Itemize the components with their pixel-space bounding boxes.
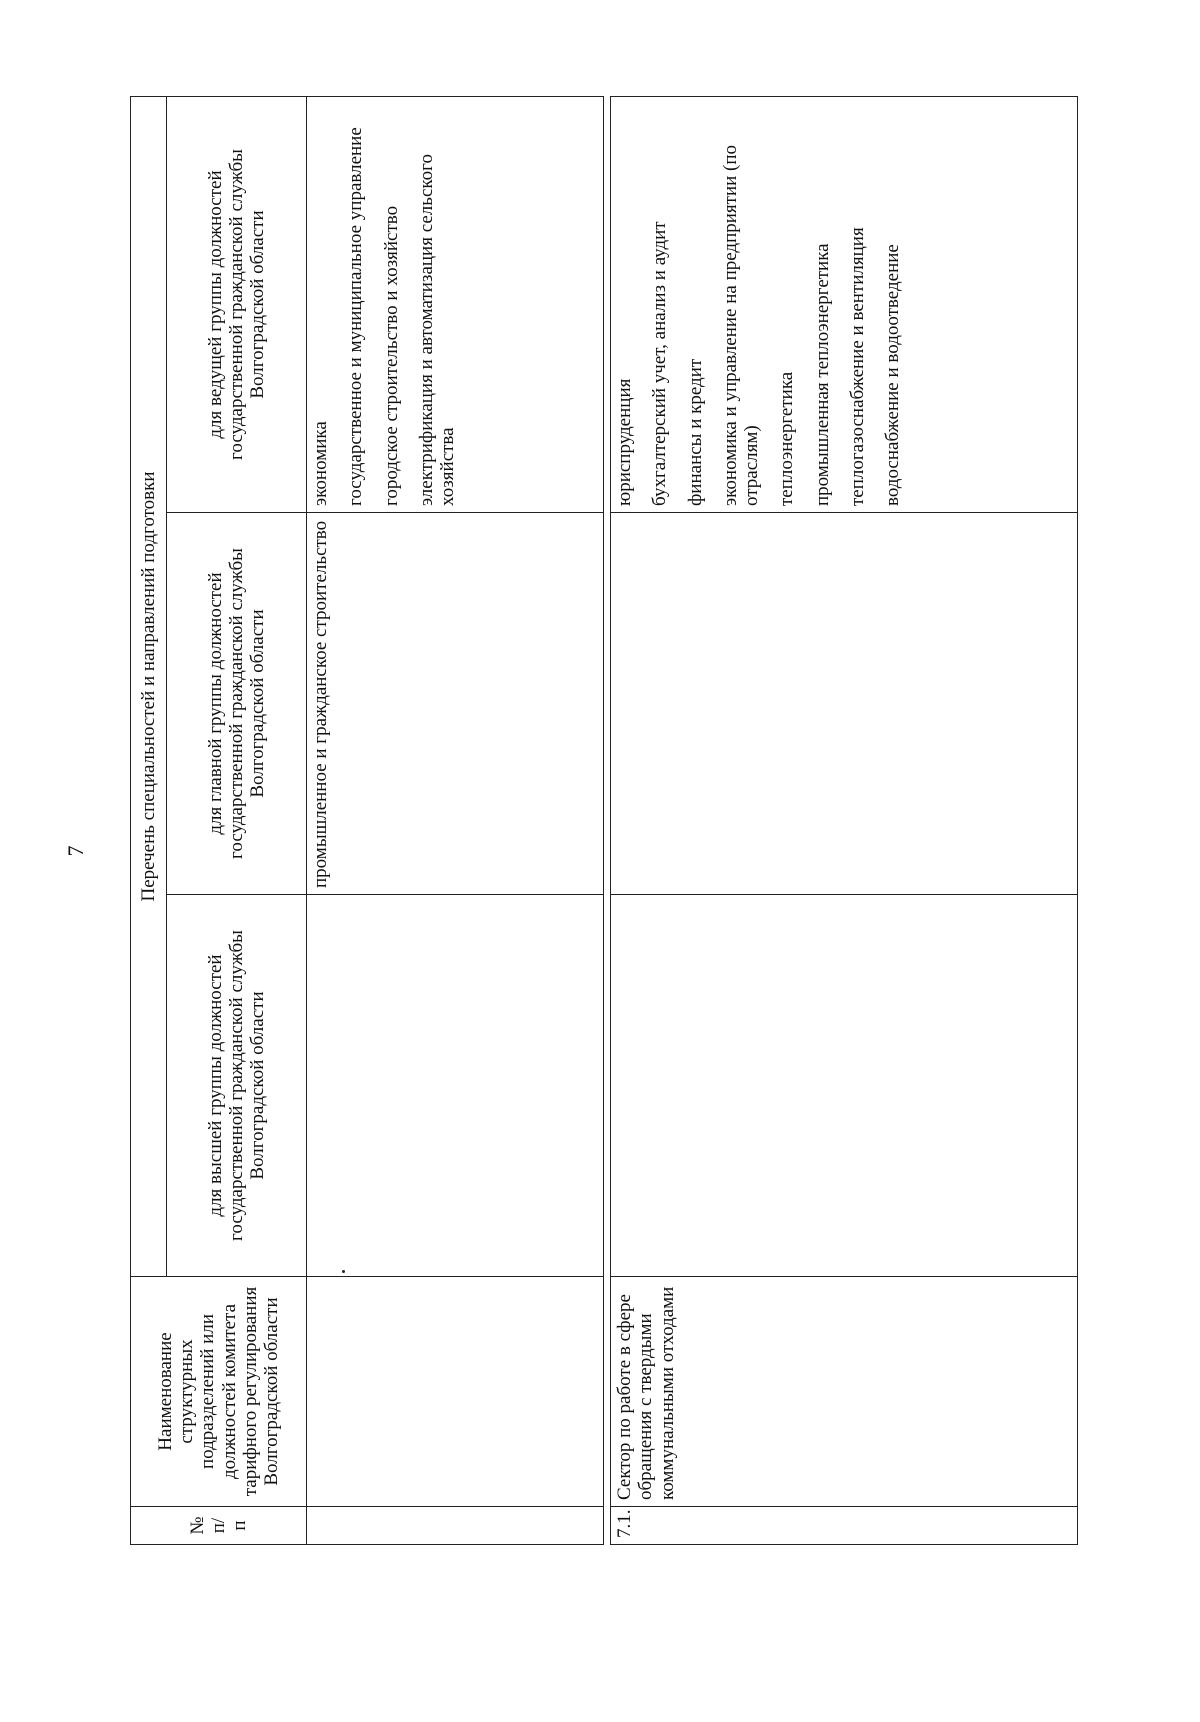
lead-specialty-item: теплоэнергетика <box>776 371 798 506</box>
header-num: № п/п <box>131 1507 307 1545</box>
separator-cell <box>604 96 611 1544</box>
row-high <box>611 895 1078 1277</box>
lead-specialty-item: промышленная теплоэнергетика <box>811 243 833 506</box>
lead-specialty-item: городское строительство и хозяйство <box>380 205 402 506</box>
row-lead <box>611 96 1078 512</box>
lead-specialty-item: электрификация и автоматизация сельского хозяйства <box>415 154 459 506</box>
header-specialties-group: Перечень специальностей и направлений подготовки <box>131 96 167 1276</box>
specialties-table <box>130 96 1078 1545</box>
lead-specialty-item: государственное и муниципальное управление <box>345 127 367 506</box>
lead-specialty-item: экономика <box>310 421 331 506</box>
page-number: 7 <box>63 845 88 857</box>
table-row <box>611 96 1078 1544</box>
row-separator <box>604 96 611 1544</box>
lead-specialty-item: теплогазоснабжение и вентиляция <box>846 227 868 506</box>
row-num <box>307 1507 604 1545</box>
row-high <box>307 895 604 1277</box>
row-name <box>307 1277 604 1507</box>
table-row <box>307 96 604 1544</box>
lead-specialty-item: юриспруденция <box>614 378 635 506</box>
row-lead <box>307 96 604 512</box>
header-lead-group: для ведущей группы должностей государственной гражданской службы Волгоградской области <box>167 96 307 512</box>
lead-specialty-item: бухгалтерский учет, анализ и аудит <box>649 221 671 506</box>
row-num: 7.1. <box>611 1507 1078 1545</box>
header-high-group: для высшей группы должностей государственной гражданской службы Волгоградской области <box>167 895 307 1277</box>
lead-specialty-item: экономика и управление на предприятии (по отраслям) <box>719 144 763 506</box>
header-structural-unit: Наименование структурных подразделений или должностей комитета тарифного регулирования Волгоградской области <box>131 1277 307 1507</box>
row-main: промышленное и гражданское строительство <box>307 513 604 895</box>
row-name: Сектор по работе в сфере обращения с твердыми коммунальными отходами <box>611 1277 1078 1507</box>
header-main-group: для главной группы должностей государственной гражданской службы Волгоградской области <box>167 513 307 895</box>
row-main <box>611 513 1078 895</box>
lead-specialty-item: финансы и кредит <box>684 358 706 506</box>
rotated-table-container <box>130 97 1060 1545</box>
lead-specialty-item: водоснабжение и водоотведение <box>882 244 904 506</box>
